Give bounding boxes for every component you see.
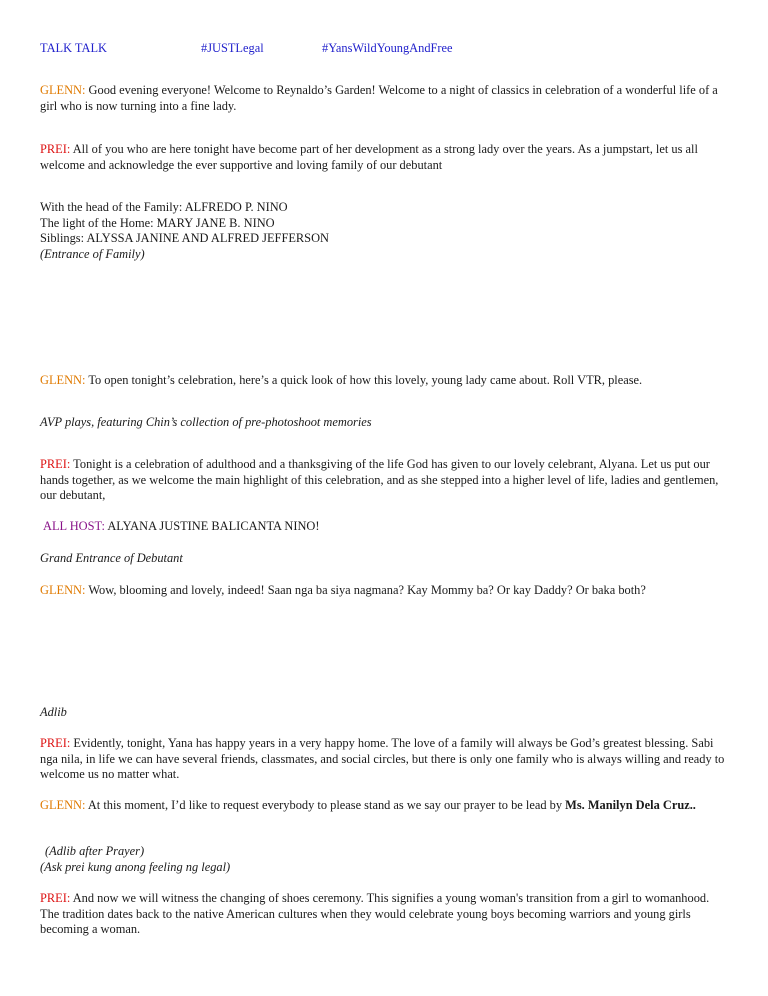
- stage-note-grand-entrance: Grand Entrance of Debutant: [40, 551, 183, 565]
- speaker-prei: PREI:: [40, 457, 71, 471]
- family-list: [40, 200, 730, 262]
- line-text: Tonight is a celebration of adulthood and a thanksgiving of the life God has given to our lovely celebrant, Alyana. Let us put our hands together, as we welcome the main highlight of this celebration, and as she stepped into a higher level of life, ladies and gentlemen, our debutant,: [40, 457, 719, 503]
- speaker-all-host: ALL HOST:: [43, 519, 105, 533]
- paragraph-glenn-prayer: [40, 798, 730, 814]
- paragraph-prei-family: [40, 142, 730, 173]
- paragraph-prei-family-blessing: [40, 736, 730, 783]
- stage-note-ask-prei: (Ask prei kung anong feeling ng legal): [40, 859, 231, 874]
- speaker-prei: PREI:: [40, 736, 71, 750]
- paragraph-glenn-blooming: [40, 583, 730, 599]
- line-text: ALYANA JUSTINE BALICANTA NINO!: [107, 519, 320, 533]
- speaker-prei: PREI:: [40, 891, 71, 905]
- header-title: TALK TALK: [40, 41, 107, 55]
- family-siblings: Siblings: ALYSSA JANINE AND ALFRED JEFFERSON: [40, 231, 329, 246]
- line-text: At this moment, I’d like to request everybody to please stand as we say our prayer to be lead by: [87, 798, 563, 812]
- paragraph-glenn-vtr: [40, 373, 730, 389]
- header-hashtag-yans: #YansWildYoungAndFree: [322, 41, 453, 55]
- paragraph-all-host: [43, 519, 733, 535]
- header-hashtag-justlegal: #JUSTLegal: [201, 41, 264, 55]
- line-text: Good evening everyone! Welcome to Reynaldo’s Garden! Welcome to a night of classics in celebration of a wonderful life of a girl who is now turning into a fine lady.: [40, 83, 718, 113]
- stage-note-family: (Entrance of Family): [40, 246, 145, 261]
- line-text: All of you who are here tonight have become part of her development as a strong lady over the years. As a jumpstart, let us all welcome and acknowledge the ever supportive and loving family of our debutant: [40, 142, 698, 172]
- paragraph-glenn-welcome: [40, 83, 730, 114]
- speaker-prei: PREI:: [40, 142, 71, 156]
- paragraph-prei-shoes: [40, 891, 730, 938]
- family-father: With the head of the Family: ALFREDO P. NINO: [40, 200, 288, 214]
- line-text: Wow, blooming and lovely, indeed! Saan nga ba siya nagmana? Kay Mommy ba? Or kay Daddy? Or baka both?: [88, 583, 646, 597]
- stage-notes-prayer: [40, 844, 730, 875]
- family-mother: The light of the Home: MARY JANE B. NINO: [40, 215, 275, 230]
- stage-note-adlib: Adlib: [40, 705, 67, 719]
- stage-note-adlib-prayer: (Adlib after Prayer): [45, 844, 145, 858]
- speaker-glenn: GLENN:: [40, 583, 86, 597]
- speaker-glenn: GLENN:: [40, 83, 86, 97]
- speaker-glenn: GLENN:: [40, 798, 86, 812]
- stage-note-avp: AVP plays, featuring Chin’s collection of pre-photoshoot memories: [40, 415, 372, 429]
- line-text: Evidently, tonight, Yana has happy years in a very happy home. The love of a family will always be God’s greatest blessing. Sabi nga nila, in life we can have several friends, classmates, and social circles, but there is only one family who is always willing and ready to welcome us no matter what.: [40, 736, 725, 782]
- prayer-leader-name: Ms. Manilyn Dela Cruz..: [565, 798, 696, 812]
- line-text: To open tonight’s celebration, here’s a quick look of how this lovely, young lady came about. Roll VTR, please.: [88, 373, 643, 387]
- document-header: [40, 41, 730, 57]
- line-text: And now we will witness the changing of shoes ceremony. This signifies a young woman's transition from a girl to womanhood. The tradition dates back to the native American cultures when they would celebrate young boys becoming warriors and young girls becoming a woman.: [40, 891, 710, 937]
- paragraph-prei-debutant: [40, 457, 730, 504]
- speaker-glenn: GLENN:: [40, 373, 86, 387]
